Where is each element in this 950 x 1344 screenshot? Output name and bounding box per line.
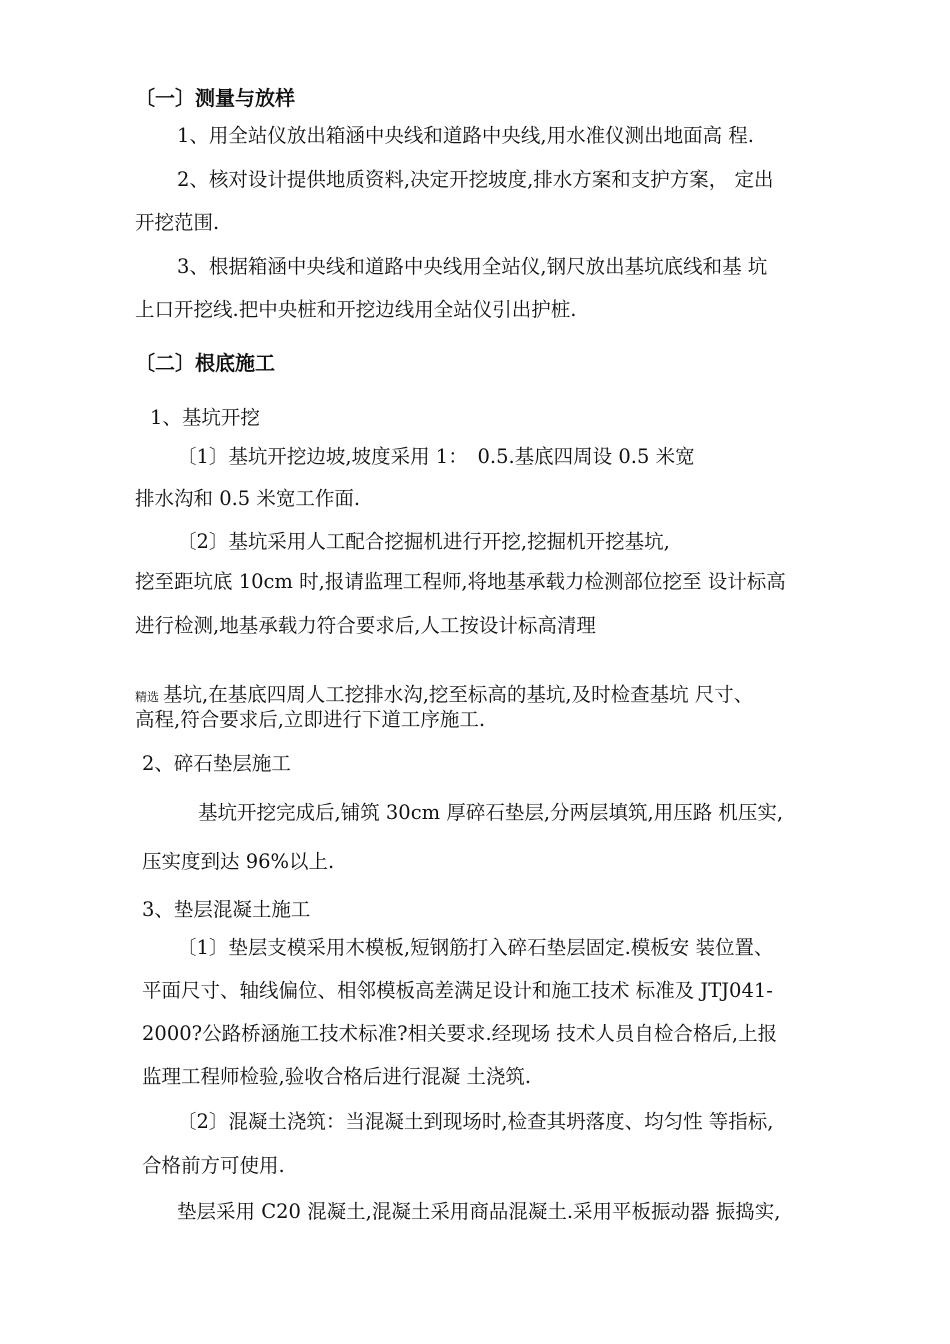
subheading: 2、碎石垫层施工 (142, 752, 291, 775)
paragraph-line: 〔1〕基坑开挖边坡,坡度采用 1： 0.5.基底四周设 0.5 米宽 (177, 445, 695, 468)
paragraph-line: 基坑开挖完成后,铺筑 30cm 厚碎石垫层,分两层填筑,用压路 机压实, (198, 801, 784, 824)
paragraph-line: 挖至距坑底 10cm 时,报请监理工程师,将地基承载力检测部位挖至 设计标高 (135, 570, 786, 593)
subheading: 1、基坑开挖 (150, 406, 260, 429)
paragraph-line: 〔1〕垫层支模采用木模板,短钢筋打入碎石垫层固定.模板安 装位置、 (177, 936, 774, 959)
paragraph-line: 3、根据箱涵中央线和道路中央线用全站仪,钢尺放出基坑底线和基 坑 (177, 255, 768, 278)
watermark-label: 精选 (135, 690, 160, 704)
paragraph-line: 合格前方可使用. (142, 1154, 285, 1177)
paragraph-line: 排水沟和 0.5 米宽工作面. (135, 487, 361, 510)
paragraph-line: 〔2〕混凝土浇筑：当混凝土到现场时,检查其坍落度、均匀性 等指标, (177, 1110, 774, 1133)
paragraph-line: 上口开挖线.把中央桩和开挖边线用全站仪引出护桩. (135, 298, 577, 321)
paragraph-line: 开挖范围. (135, 211, 220, 234)
subheading: 3、垫层混凝土施工 (142, 898, 311, 921)
paragraph-line: 高程,符合要求后,立即进行下道工序施工. (135, 708, 486, 731)
paragraph-line: 压实度到达 96%以上. (142, 850, 335, 873)
paragraph-line: 2000?公路桥涵施工技术标准?相关要求.经现场 技术人员自检合格后,上报 (142, 1022, 778, 1045)
section-heading-foundation: 〔二〕根底施工 (135, 351, 275, 375)
paragraph-line: 〔2〕基坑采用人工配合挖掘机进行开挖,挖掘机开挖基坑, (177, 530, 670, 553)
paragraph-text: 基坑,在基底四周人工挖排水沟,挖至标高的基坑,及时检查基坑 尺寸、 (163, 683, 754, 706)
paragraph-line: 垫层采用 C20 混凝土,混凝土采用商品混凝土.采用平板振动器 振捣实, (177, 1200, 781, 1223)
paragraph-line: 进行检测,地基承载力符合要求后,人工按设计标高清理 (135, 614, 596, 637)
section-heading-survey: 〔一〕测量与放样 (135, 86, 295, 110)
paragraph-line: 2、核对设计提供地质资料,决定开挖坡度,排水方案和支护方案， 定出 (177, 168, 774, 191)
paragraph-line: 监理工程师检验,验收合格后进行混凝 土浇筑. (142, 1065, 532, 1088)
paragraph-line: 1、用全站仪放出箱涵中央线和道路中央线,用水准仪测出地面高 程. (177, 124, 755, 147)
paragraph-line (135, 683, 753, 709)
paragraph-line: 平面尺寸、轴线偏位、相邻模板高差满足设计和施工技术 标准及 JTJ041- (142, 979, 773, 1002)
